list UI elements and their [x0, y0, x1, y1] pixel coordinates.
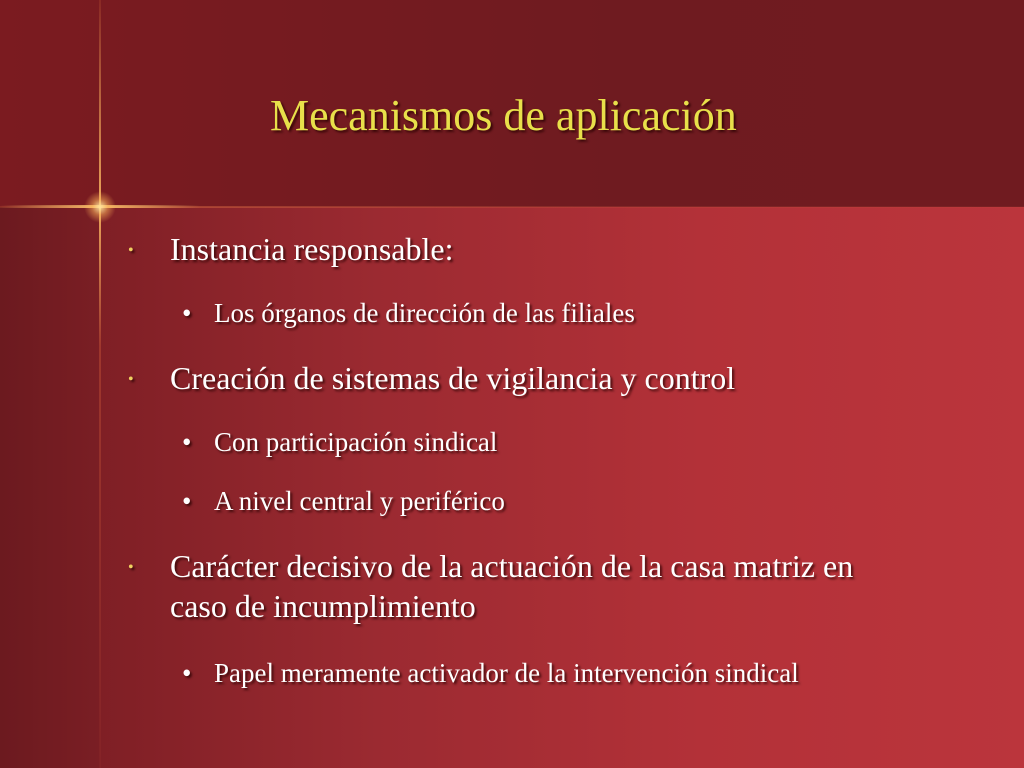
- sub-bullet-text: Con participación sindical: [214, 427, 498, 457]
- bullet-item-3: [128, 546, 870, 626]
- bullet-dot-icon: •: [182, 427, 192, 457]
- bullet-dot-icon: •: [182, 298, 192, 328]
- left-strip: [0, 207, 100, 768]
- bullet-dot-icon: •: [128, 559, 134, 576]
- sub-bullet-text: Papel meramente activador de la intervención sindical: [214, 658, 799, 688]
- bullet-item-1: [128, 229, 930, 269]
- bullet-dot-icon: •: [182, 486, 192, 516]
- bullet-text: Instancia responsable:: [170, 231, 454, 267]
- sub-bullet-item-2-2: [182, 484, 974, 518]
- sub-bullet-text: Los órganos de dirección de las filiales: [214, 298, 635, 328]
- slide-title: Mecanismos de aplicación: [270, 91, 737, 140]
- sub-bullet-item-1-1: [182, 296, 974, 330]
- vertical-divider-line: [99, 0, 101, 768]
- bullet-dot-icon: •: [128, 371, 134, 388]
- bullet-text: Creación de sistemas de vigilancia y control: [170, 360, 736, 396]
- bullet-text: Carácter decisivo de la actuación de la casa matriz en caso de incumplimiento: [170, 548, 854, 624]
- sub-bullet-item-3-1: [182, 656, 974, 690]
- bullet-dot-icon: •: [182, 658, 192, 688]
- sub-bullet-item-2-1: [182, 425, 974, 459]
- sub-bullet-text: A nivel central y periférico: [214, 486, 505, 516]
- bullet-item-2: [128, 358, 930, 398]
- light-flare-glow: [84, 191, 116, 223]
- bullet-dot-icon: •: [128, 242, 134, 259]
